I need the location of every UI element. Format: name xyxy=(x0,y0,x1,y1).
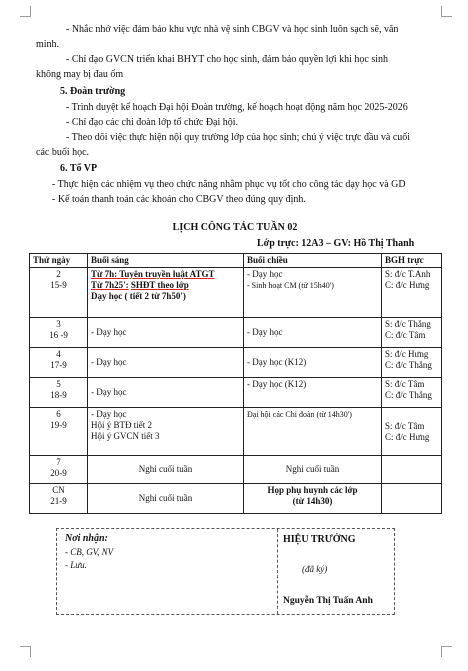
morning-line: Hội ý GVCN tiết 3 xyxy=(91,431,160,441)
day-number: 7 xyxy=(56,457,61,467)
morning-line: - Dạy học xyxy=(91,409,127,419)
morning-cell xyxy=(88,268,244,318)
morning-time: Từ 7h25': xyxy=(91,280,129,290)
table-row xyxy=(30,348,442,378)
duty-cell xyxy=(382,268,442,318)
table-row xyxy=(30,408,442,456)
day-number: 6 xyxy=(56,409,61,419)
header-board-duty: BGH trực xyxy=(382,254,442,268)
afternoon-cell xyxy=(244,318,382,348)
day-date: 16 -9 xyxy=(49,330,68,340)
duty-morning: S: đ/c Tâm xyxy=(385,420,425,431)
morning-line: Từ 7h: Tuyên truyền luật ATGT xyxy=(91,269,215,279)
paragraph-insurance-cont: không may bị đau ốm xyxy=(36,69,124,80)
day-date: 18-9 xyxy=(50,390,67,400)
duty-cell xyxy=(382,408,442,456)
duty-cell xyxy=(382,484,442,514)
morning-cell xyxy=(88,408,244,456)
table-row xyxy=(30,268,442,318)
duty-morning: S: đ/c Hưng xyxy=(385,349,429,359)
day-number: 2 xyxy=(56,269,61,279)
day-date: 21-9 xyxy=(50,496,67,506)
morning-cell xyxy=(88,348,244,378)
paragraph-hygiene: - Nhắc nhở việc đảm bảo khu vực nhà vệ sinh CBGV và học sinh luôn sạch sẽ, văn xyxy=(66,24,399,35)
afternoon-line: - Dạy học xyxy=(247,327,283,337)
duty-morning: S: đ/c T.Anh xyxy=(385,269,431,279)
duty-cell xyxy=(382,318,442,348)
afternoon-cell xyxy=(244,268,382,318)
signature-divider xyxy=(277,529,278,614)
morning-cell xyxy=(88,318,244,348)
duty-class: Lớp trực: 12A3 – GV: Hồ Thị Thanh xyxy=(257,238,415,249)
afternoon-line: Họp phụ huynh các lớp xyxy=(267,485,358,495)
day-cell xyxy=(30,268,88,318)
duty-cell xyxy=(382,348,442,378)
day-date: 15-9 xyxy=(50,280,67,290)
weekly-schedule-table xyxy=(29,253,442,514)
duty-morning: S: đ/c Tâm xyxy=(385,379,425,389)
recipients-label: Nơi nhận: xyxy=(65,533,108,544)
morning-line: Hội ý BTĐ tiết 2 xyxy=(91,420,152,430)
day-date: 20-9 xyxy=(50,468,67,478)
morning-line: - Dạy học xyxy=(91,357,127,367)
afternoon-line: - Dạy học xyxy=(247,269,283,279)
margin-corner-top-right xyxy=(441,6,452,17)
signature-block xyxy=(56,528,395,615)
day-cell xyxy=(30,408,88,456)
table-row xyxy=(30,484,442,514)
paragraph-rules-cont: các buổi học. xyxy=(36,147,90,158)
morning-line: - Dạy học xyxy=(91,387,127,397)
signer-name: Nguyễn Thị Tuấn Anh xyxy=(283,596,373,606)
duty-afternoon: C: đ/c Hưng xyxy=(385,431,430,442)
paragraph-accounting: - Kế toán thanh toán các khoản cho CBGV theo đúng quy định. xyxy=(52,194,306,205)
margin-corner-bottom-left xyxy=(20,646,31,657)
day-number: 5 xyxy=(56,379,61,389)
morning-activity: SHĐT theo lớp xyxy=(130,280,189,290)
signed-note: (đã ký) xyxy=(302,564,328,574)
duty-afternoon: C: đ/c Thắng xyxy=(385,390,432,400)
day-cell xyxy=(30,484,88,514)
table-row xyxy=(30,456,442,484)
afternoon-line: Nghỉ cuối tuần xyxy=(285,464,340,474)
margin-corner-bottom-right xyxy=(441,646,452,657)
morning-line: Dạy học ( tiết 2 từ 7h50') xyxy=(91,291,186,301)
recipients-item: - Lưu. xyxy=(65,560,87,570)
afternoon-line: - Dạy học (K12) xyxy=(247,379,307,389)
day-number: 4 xyxy=(56,349,61,359)
header-afternoon: Buổi chiều xyxy=(244,254,382,268)
morning-cell xyxy=(88,456,244,484)
day-cell xyxy=(30,348,88,378)
duty-afternoon: C: đ/c Tâm xyxy=(385,330,426,340)
paragraph-youth-plan: - Trình duyệt kế hoạch Đại hội Đoàn trường, kế hoạch hoạt động năm học 2025-2026 xyxy=(66,102,408,113)
day-number: 3 xyxy=(56,319,61,329)
day-date: 19-9 xyxy=(50,420,67,430)
duty-afternoon: C: đ/c Thắng xyxy=(385,360,432,370)
afternoon-line: - Dạy học (K12) xyxy=(247,357,307,367)
afternoon-line: - Sinh hoạt CM (từ 15h40') xyxy=(247,281,334,290)
morning-cell xyxy=(88,378,244,408)
header-morning: Buổi sáng xyxy=(88,254,244,268)
duty-morning: S: đ/c Thắng xyxy=(385,319,431,329)
section-heading-office: 6. Tổ VP xyxy=(60,163,98,174)
table-row xyxy=(30,318,442,348)
paragraph-rules: - Theo dõi việc thực hiện nội quy trường lớp của học sinh; chú ý việc trực đầu và cuối xyxy=(66,132,411,143)
afternoon-cell xyxy=(244,456,382,484)
morning-line: Nghỉ cuối tuần xyxy=(138,493,193,503)
morning-cell xyxy=(88,484,244,514)
morning-line: Nghỉ cuối tuần xyxy=(138,464,193,474)
duty-cell xyxy=(382,378,442,408)
afternoon-line: Đại hội các Chi đoàn (từ 14h30') xyxy=(247,410,352,419)
duty-afternoon: C: đ/c Hưng xyxy=(385,280,430,290)
day-date: 17-9 xyxy=(50,360,67,370)
signer-role: HIỆU TRƯỞNG xyxy=(283,534,356,545)
day-cell xyxy=(30,318,88,348)
afternoon-cell xyxy=(244,484,382,514)
schedule-title: LỊCH CÔNG TÁC TUẦN 02 xyxy=(172,222,298,233)
afternoon-cell xyxy=(244,408,382,456)
paragraph-insurance: - Chỉ đạo GVCN triển khai BHYT cho học sinh, đảm bảo quyền lợi khi học sinh xyxy=(66,54,389,65)
section-heading-youth-union: 5. Đoàn trường xyxy=(60,86,126,97)
day-cell xyxy=(30,456,88,484)
afternoon-cell xyxy=(244,348,382,378)
duty-cell xyxy=(382,456,442,484)
paragraph-office-tasks: - Thực hiện các nhiệm vụ theo chức năng nhằm phục vụ tốt cho công tác dạy học và GD xyxy=(52,179,406,190)
morning-line: - Dạy học xyxy=(91,327,127,337)
afternoon-line: (từ 14h30) xyxy=(292,496,333,506)
day-cell xyxy=(30,378,88,408)
header-day: Thứ ngày xyxy=(30,254,88,268)
paragraph-hygiene-cont: minh. xyxy=(36,39,60,50)
table-header-row xyxy=(30,254,442,268)
recipients-item: - CB, GV, NV xyxy=(65,547,114,557)
margin-corner-top-left xyxy=(20,6,31,17)
table-row xyxy=(30,378,442,408)
afternoon-cell xyxy=(244,378,382,408)
paragraph-youth-congress: - Chỉ đạo các chi đoàn lớp tổ chức Đại hội. xyxy=(66,117,239,128)
day-number: CN xyxy=(52,485,65,495)
